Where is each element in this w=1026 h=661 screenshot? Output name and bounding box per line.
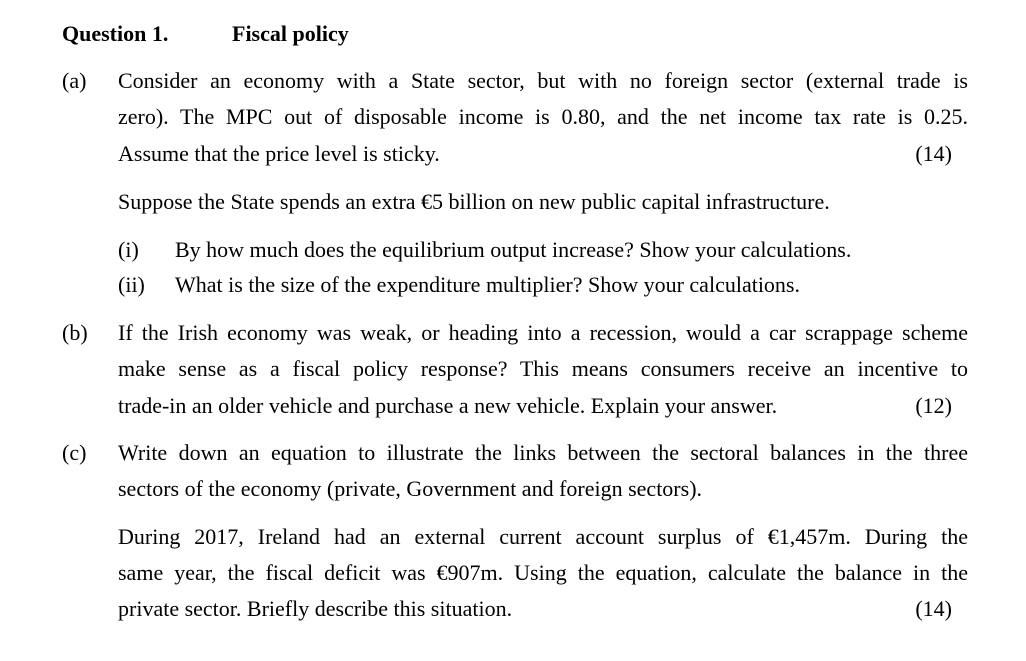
part-c-line-5: private sector. Briefly describe this situation. bbox=[118, 596, 513, 621]
part-b-marks: (12) bbox=[915, 393, 952, 418]
part-a-line-2: zero). The MPC out of disposable income is 0.80, and the net income tax rate is 0.25. bbox=[118, 104, 968, 129]
part-c-marks: (14) bbox=[915, 596, 952, 621]
part-c-line-3: During 2017, Ireland had an external current account surplus of €1,457m. During the bbox=[118, 524, 968, 549]
part-b-line-2: make sense as a fiscal policy response? This means consumers receive an incentive to bbox=[118, 356, 968, 381]
question-number: Question 1. bbox=[62, 21, 169, 46]
subpart-i-text: By how much does the equilibrium output increase? Show your calculations. bbox=[175, 237, 852, 262]
part-c-line-4: same year, the fiscal deficit was €907m. Using the equation, calculate the balance in the bbox=[118, 560, 968, 585]
part-b-line-3: trade-in an older vehicle and purchase a new vehicle. Explain your answer. bbox=[118, 393, 778, 418]
subpart-ii-label: (ii) bbox=[118, 272, 145, 297]
part-a-line-3: Assume that the price level is sticky. bbox=[118, 141, 440, 166]
part-c-line-2: sectors of the economy (private, Government and foreign sectors). bbox=[118, 476, 703, 501]
part-b-label: (b) bbox=[62, 320, 88, 345]
part-a-label: (a) bbox=[62, 68, 87, 93]
subpart-i-label: (i) bbox=[118, 237, 139, 262]
subpart-ii-text: What is the size of the expenditure multiplier? Show your calculations. bbox=[175, 272, 800, 297]
part-b-line-1: If the Irish economy was weak, or heading into a recession, would a car scrappage scheme bbox=[118, 320, 968, 345]
part-c-line-1: Write down an equation to illustrate the links between the sectoral balances in the three bbox=[118, 440, 968, 465]
question-title: Fiscal policy bbox=[232, 21, 349, 46]
part-c-label: (c) bbox=[62, 440, 87, 465]
part-a-line-1: Consider an economy with a State sector, but with no foreign sector (external trade is bbox=[118, 68, 968, 93]
part-a-scenario: Suppose the State spends an extra €5 billion on new public capital infrastructure. bbox=[118, 189, 830, 214]
part-a-marks: (14) bbox=[915, 141, 952, 166]
